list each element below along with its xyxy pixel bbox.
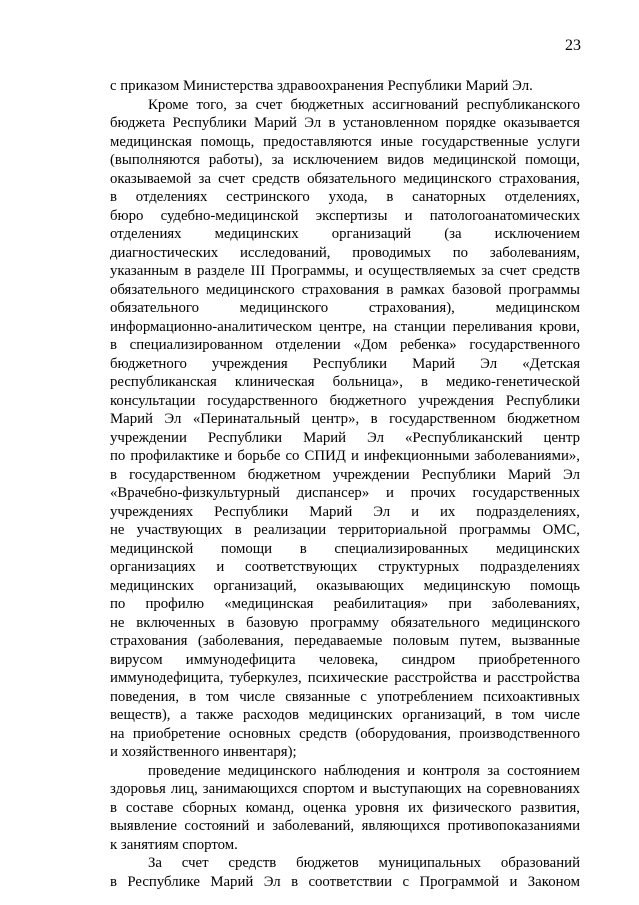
text-line: поведения, в том числе связанные с употреблением психоактивных xyxy=(110,688,580,705)
text-line: обязательного медицинского страхования), медицинском xyxy=(110,300,580,316)
text-line: диагностических исследований, проводимых по заболеваниям, xyxy=(110,244,580,261)
text-line: здоровья лиц, занимающихся спортом и выступающих на соревнованиях xyxy=(110,781,580,797)
text-line: с приказом Министерства здравоохранения Республики Марий Эл. xyxy=(110,78,533,94)
text-line: обязательного медицинского страхования в рамках базовой программы xyxy=(110,281,580,298)
text-line: по профилю «медицинская реабилитация» при заболеваниях, xyxy=(110,596,580,612)
text-line: в отделениях сестринского ухода, в санаторных отделениях, xyxy=(110,189,580,205)
text-line: учреждениях Республики Марий Эл и их подразделениях, xyxy=(110,503,580,520)
text-line: выявление состояний и заболеваний, являющихся противопоказаниями xyxy=(110,818,580,834)
text-line: медицинская помощь, предоставляются иные государственные услуги xyxy=(110,133,580,150)
paragraph xyxy=(110,854,580,891)
text-line: иммунодефицита, туберкулез, психические расстройства и расстройства xyxy=(110,670,580,686)
text-line: в составе сборных команд, оценка уровня их физического развития, xyxy=(110,799,580,816)
text-line: к занятиям спортом. xyxy=(110,836,238,853)
text-line: Марий Эл «Перинатальный центр», в государственном бюджетном xyxy=(110,411,580,427)
text-line: бюро судебно-медицинской экспертизы и патологоанатомических xyxy=(110,207,580,224)
text-line: бюджетного учреждения Республики Марий Эл «Детская xyxy=(110,355,580,372)
text-line: «Врачебно-физкультурный диспансер» и прочих государственных xyxy=(110,485,580,501)
text-line: организациях и соответствующих структурных подразделениях xyxy=(110,559,580,575)
text-line: оказываемой за счет средств обязательного медицинского страхования, xyxy=(110,170,580,187)
paragraph xyxy=(110,96,580,762)
text-line: медицинских организаций, оказывающих медицинскую помощь xyxy=(110,577,580,594)
text-line: (выполняются работы), за исключением видов медицинской помощи, xyxy=(110,152,580,168)
page-number: 23 xyxy=(565,37,581,54)
text-line: медицинской помощи в специализированных медицинских xyxy=(110,540,580,557)
text-line: информационно-аналитическом центре, на станции переливания крови, xyxy=(110,318,580,335)
text-line: учреждении Республики Марий Эл «Республиканский центр xyxy=(110,429,580,446)
text-line: страхования (заболевания, передаваемые половым путем, вызванные xyxy=(110,633,580,649)
text-line: республиканская клиническая больница», в медико-генетической xyxy=(110,374,580,390)
text-line: проведение медицинского наблюдения и контроля за состоянием xyxy=(148,762,580,779)
document-body xyxy=(110,77,580,891)
text-line: веществ), а также расходов медицинских организаций, в том числе xyxy=(110,707,580,723)
text-line: в Республике Марий Эл в соответствии с Программой и Законом xyxy=(110,873,580,890)
text-line: по профилактике и борьбе со СПИД и инфекционными заболеваниями», xyxy=(110,448,580,464)
text-line: отделениях медицинских организаций (за исключением xyxy=(110,226,580,242)
text-line: не участвующих в реализации территориальной программы ОМС, xyxy=(110,522,580,538)
text-line: вирусом иммунодефицита человека, синдром приобретенного xyxy=(110,651,580,668)
text-line: Кроме того, за счет бюджетных ассигнований республиканского xyxy=(148,96,580,113)
paragraph xyxy=(110,762,580,855)
paragraph xyxy=(110,77,580,96)
text-line: консультации государственного бюджетного учреждения Республики xyxy=(110,392,580,409)
text-line: указанным в разделе III Программы, и осуществляемых за счет средств xyxy=(110,263,580,279)
text-line: За счет средств бюджетов муниципальных образований xyxy=(148,855,580,871)
text-line: в специализированном отделении «Дом ребенка» государственного xyxy=(110,337,580,353)
text-line: бюджета Республики Марий Эл в установленном порядке оказывается xyxy=(110,115,580,131)
text-line: на приобретение основных средств (оборудования, производственного xyxy=(110,725,580,742)
text-line: не включенных в базовую программу обязательного медицинского xyxy=(110,614,580,631)
text-line: и хозяйственного инвентаря); xyxy=(110,744,297,760)
text-line: в государственном бюджетном учреждении Республики Марий Эл xyxy=(110,466,580,483)
